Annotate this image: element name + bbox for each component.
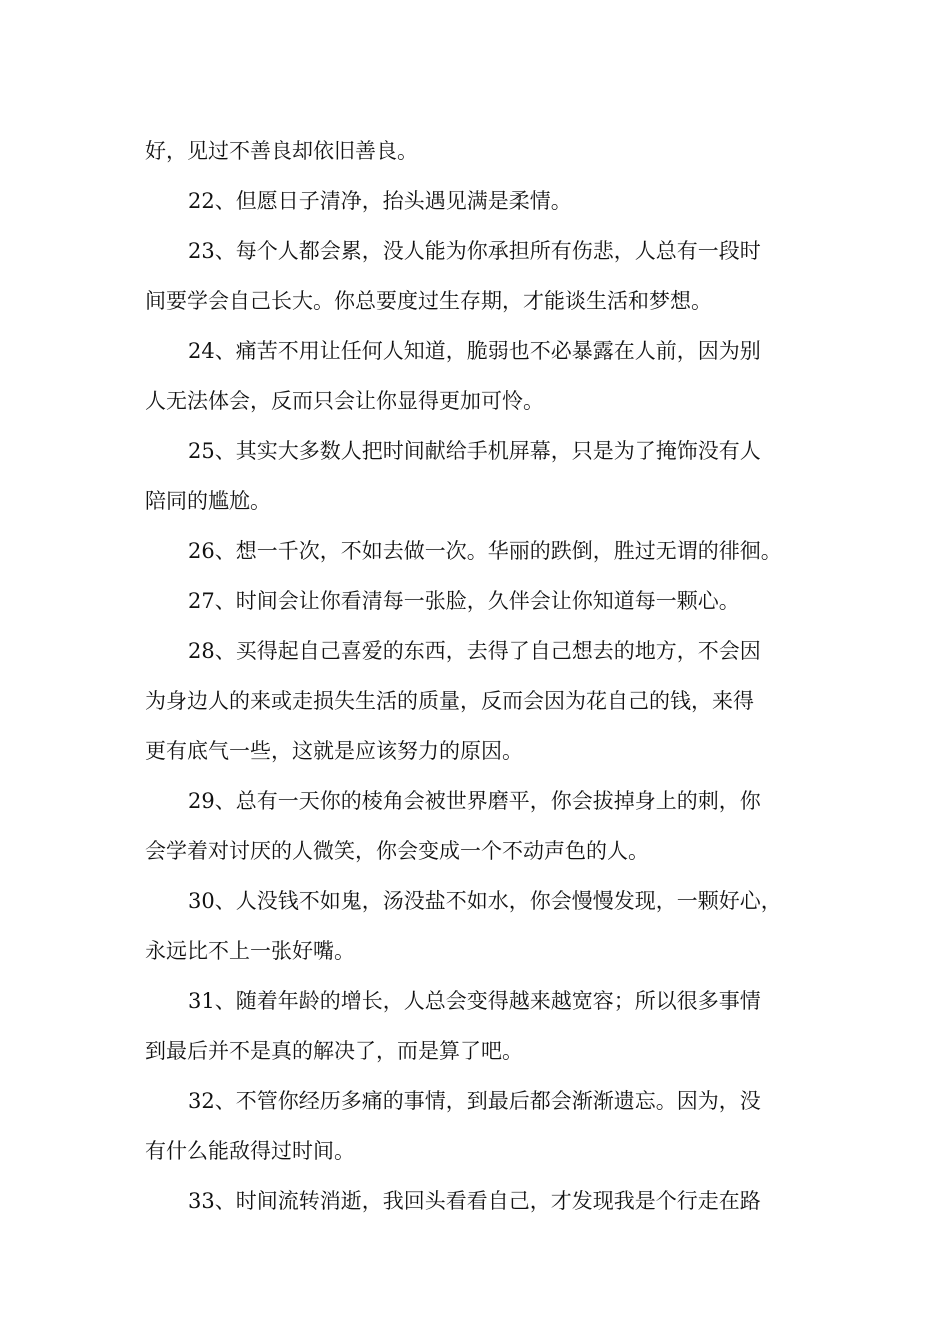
text-line: 30、人没钱不如鬼，汤没盐不如水，你会慢慢发现，一颗好心， [188, 889, 782, 913]
text-line: 25、其实大多数人把时间献给手机屏幕，只是为了掩饰没有人 [188, 439, 761, 463]
text-line: 31、随着年龄的增长，人总会变得越来越宽容；所以很多事情 [188, 989, 761, 1013]
text-line: 32、不管你经历多痛的事情，到最后都会渐渐遗忘。因为，没 [188, 1089, 761, 1113]
text-line: 陪同的尴尬。 [145, 489, 271, 513]
text-line: 27、时间会让你看清每一张脸，久伴会让你知道每一颗心。 [188, 589, 740, 613]
text-line: 22、但愿日子清净，抬头遇见满是柔情。 [188, 189, 572, 213]
text-line: 间要学会自己长大。你总要度过生存期，才能谈生活和梦想。 [145, 289, 712, 313]
text-line: 26、想一千次，不如去做一次。华丽的跌倒，胜过无谓的徘徊。 [188, 539, 782, 563]
text-line: 永远比不上一张好嘴。 [145, 939, 355, 963]
text-line: 33、时间流转消逝，我回头看看自己，才发现我是个行走在路 [188, 1189, 761, 1213]
text-line: 人无法体会，反而只会让你显得更加可怜。 [145, 389, 544, 413]
text-line: 24、痛苦不用让任何人知道，脆弱也不必暴露在人前，因为别 [188, 339, 761, 363]
text-line: 到最后并不是真的解决了，而是算了吧。 [145, 1039, 523, 1063]
text-line: 28、买得起自己喜爱的东西，去得了自己想去的地方，不会因 [188, 639, 761, 663]
text-line: 23、每个人都会累，没人能为你承担所有伤悲，人总有一段时 [188, 239, 761, 263]
text-line: 好，见过不善良却依旧善良。 [145, 139, 418, 163]
text-line: 更有底气一些，这就是应该努力的原因。 [145, 739, 523, 763]
text-line: 为身边人的来或走损失生活的质量，反而会因为花自己的钱，来得 [145, 689, 754, 713]
text-line: 29、总有一天你的棱角会被世界磨平，你会拔掉身上的刺，你 [188, 789, 761, 813]
text-line: 有什么能敌得过时间。 [145, 1139, 355, 1163]
text-line: 会学着对讨厌的人微笑，你会变成一个不动声色的人。 [145, 839, 649, 863]
